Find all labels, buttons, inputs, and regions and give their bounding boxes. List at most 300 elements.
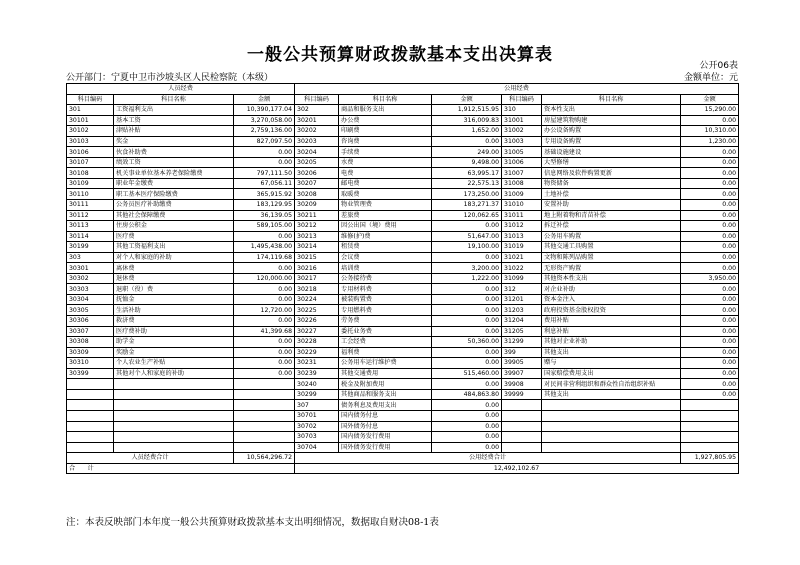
cell-code-3: 31019 [502, 242, 542, 253]
cell-code-1: 303 [67, 252, 114, 263]
cell-amount-1: 0.00 [234, 231, 295, 242]
public-subtotal-label: 公用经费合计 [295, 453, 681, 464]
cell-name-3: 基础设施建设 [542, 147, 681, 158]
cell-amount-1: 0.00 [234, 284, 295, 295]
cell-amount-3: 0.00 [681, 263, 739, 274]
cell-name-2: 国外债务付息 [339, 421, 432, 432]
cell-amount-3: 0.00 [681, 189, 739, 200]
cell-code-2: 302 [295, 105, 339, 116]
cell-amount-1 [234, 421, 295, 432]
table-row [67, 231, 739, 242]
cell-code-2: 30704 [295, 442, 339, 453]
cell-code-2: 30201 [295, 115, 339, 126]
cell-amount-1: 183,129.95 [234, 200, 295, 211]
cell-code-1 [67, 442, 114, 453]
col-amount-2: 金额 [432, 94, 502, 105]
table-row [67, 358, 739, 369]
cell-name-1: 住房公积金 [114, 221, 234, 232]
col-code-3: 科目编码 [502, 94, 542, 105]
cell-amount-2: 0.00 [432, 136, 502, 147]
cell-name-3: 其他资本性支出 [542, 273, 681, 284]
cell-code-3: 312 [502, 284, 542, 295]
cell-name-2: 因公出国（境）费用 [339, 221, 432, 232]
cell-amount-3: 1,230.00 [681, 136, 739, 147]
cell-code-2: 30218 [295, 284, 339, 295]
cell-amount-2: 63,995.17 [432, 168, 502, 179]
table-row [67, 221, 739, 232]
col-name-3: 科目名称 [542, 94, 681, 105]
cell-code-1: 30108 [67, 168, 114, 179]
cell-code-2: 30701 [295, 410, 339, 421]
cell-amount-3: 0.00 [681, 326, 739, 337]
table-row [67, 294, 739, 305]
cell-amount-1: 174,119.68 [234, 252, 295, 263]
total-value: 12,492,102.67 [295, 463, 739, 474]
cell-code-1: 30306 [67, 316, 114, 327]
cell-code-3: 39908 [502, 379, 542, 390]
cell-code-1: 30310 [67, 358, 114, 369]
cell-amount-1: 0.00 [234, 147, 295, 158]
table-row [67, 389, 739, 400]
cell-amount-3: 0.00 [681, 210, 739, 221]
cell-code-2: 30229 [295, 347, 339, 358]
cell-code-1: 30110 [67, 189, 114, 200]
cell-name-2: 维修(护)费 [339, 231, 432, 242]
personnel-subtotal-label: 人员经费合计 [67, 453, 234, 464]
cell-amount-3 [681, 410, 739, 421]
cell-code-3: 31013 [502, 231, 542, 242]
cell-name-2: 办公费 [339, 115, 432, 126]
cell-name-1: 基本工资 [114, 115, 234, 126]
cell-code-2: 30215 [295, 252, 339, 263]
cell-name-1: 医疗费 [114, 231, 234, 242]
cell-code-3: 31006 [502, 157, 542, 168]
cell-code-2: 30217 [295, 273, 339, 284]
cell-name-1: 其他对个人和家庭的补助 [114, 368, 234, 379]
cell-code-3: 31002 [502, 126, 542, 137]
cell-amount-3: 0.00 [681, 379, 739, 390]
total-row [67, 463, 739, 474]
cell-amount-2: 120,062.65 [432, 210, 502, 221]
cell-name-3: 办公设备购置 [542, 126, 681, 137]
table-row [67, 147, 739, 158]
cell-code-1: 301 [67, 105, 114, 116]
cell-amount-3: 3,950.00 [681, 273, 739, 284]
cell-amount-1 [234, 400, 295, 411]
cell-name-3: 资本性支出 [542, 105, 681, 116]
cell-name-1: 助学金 [114, 337, 234, 348]
cell-name-3: 利息补贴 [542, 326, 681, 337]
page-title: 一般公共预算财政拨款基本支出决算表 [247, 45, 553, 65]
cell-amount-2: 316,009.83 [432, 115, 502, 126]
table-row [67, 410, 739, 421]
cell-amount-2: 0.00 [432, 294, 502, 305]
cell-name-3: 其他交通工具购置 [542, 242, 681, 253]
cell-amount-1: 36,139.05 [234, 210, 295, 221]
cell-code-1: 30309 [67, 347, 114, 358]
cell-code-1: 30399 [67, 368, 114, 379]
cell-code-2: 30207 [295, 178, 339, 189]
cell-code-3: 31203 [502, 305, 542, 316]
cell-amount-2: 3,200.00 [432, 263, 502, 274]
cell-name-3 [542, 421, 681, 432]
footnote: 注：本表反映部门本年度一般公共预算财政拨款基本支出明细情况，数据取自财决08-1表 [66, 517, 439, 528]
cell-code-3: 31012 [502, 221, 542, 232]
cell-name-1: 离休费 [114, 263, 234, 274]
cell-name-2: 国外债务发行费用 [339, 442, 432, 453]
table-row [67, 263, 739, 274]
cell-name-3: 土地补偿 [542, 189, 681, 200]
cell-code-3: 31022 [502, 263, 542, 274]
cell-amount-1 [234, 389, 295, 400]
cell-code-2: 30211 [295, 210, 339, 221]
cell-amount-3: 15,290.00 [681, 105, 739, 116]
table-row [67, 368, 739, 379]
cell-code-2: 30208 [295, 189, 339, 200]
cell-name-1 [114, 379, 234, 390]
cell-name-3: 公务用车购置 [542, 231, 681, 242]
cell-name-3: 对企业补助 [542, 284, 681, 295]
cell-amount-1: 67,056.11 [234, 178, 295, 189]
cell-amount-1: 2,759,136.00 [234, 126, 295, 137]
cell-code-1: 30102 [67, 126, 114, 137]
cell-name-1 [114, 400, 234, 411]
cell-code-3 [502, 432, 542, 443]
cell-name-1: 机关事业单位基本养老保险缴费 [114, 168, 234, 179]
cell-name-3: 赠与 [542, 358, 681, 369]
cell-code-2: 30206 [295, 168, 339, 179]
cell-name-3 [542, 432, 681, 443]
cell-amount-2: 0.00 [432, 221, 502, 232]
cell-amount-1: 12,720.00 [234, 305, 295, 316]
cell-name-3: 大型修缮 [542, 157, 681, 168]
table-row [67, 316, 739, 327]
cell-amount-2: 0.00 [432, 284, 502, 295]
cell-code-3: 31201 [502, 294, 542, 305]
cell-amount-3 [681, 442, 739, 453]
cell-name-1: 对个人和家庭的补助 [114, 252, 234, 263]
cell-code-2: 30225 [295, 305, 339, 316]
cell-amount-2: 0.00 [432, 421, 502, 432]
cell-code-3: 31099 [502, 273, 542, 284]
cell-code-2: 30214 [295, 242, 339, 253]
table-row [67, 105, 739, 116]
cell-code-3: 39907 [502, 368, 542, 379]
cell-name-2: 其他交通费用 [339, 368, 432, 379]
cell-name-2: 取暖费 [339, 189, 432, 200]
cell-amount-1: 0.00 [234, 347, 295, 358]
cell-amount-1: 589,105.00 [234, 221, 295, 232]
cell-amount-1: 10,390,177.04 [234, 105, 295, 116]
cell-name-2: 培训费 [339, 263, 432, 274]
cell-code-1: 30199 [67, 242, 114, 253]
cell-code-2: 30702 [295, 421, 339, 432]
table-row [67, 210, 739, 221]
cell-amount-2: 1,912,515.95 [432, 105, 502, 116]
table-row [67, 242, 739, 253]
cell-code-3: 31204 [502, 316, 542, 327]
cell-code-3 [502, 400, 542, 411]
cell-amount-2: 19,100.00 [432, 242, 502, 253]
cell-amount-1: 797,111.50 [234, 168, 295, 179]
cell-code-1: 30103 [67, 136, 114, 147]
cell-name-2: 物业管理费 [339, 200, 432, 211]
cell-code-3: 31009 [502, 189, 542, 200]
cell-name-1: 职工基本医疗保险缴费 [114, 189, 234, 200]
cell-amount-3: 0.00 [681, 284, 739, 295]
cell-name-1: 职业年金缴费 [114, 178, 234, 189]
cell-code-2: 30202 [295, 126, 339, 137]
cell-amount-2: 484,863.80 [432, 389, 502, 400]
cell-code-1 [67, 389, 114, 400]
cell-name-2: 专用材料费 [339, 284, 432, 295]
table-row [67, 178, 739, 189]
table-row [67, 347, 739, 358]
cell-amount-3: 0.00 [681, 252, 739, 263]
cell-amount-2: 0.00 [432, 400, 502, 411]
cell-name-3: 其他支出 [542, 389, 681, 400]
cell-name-1 [114, 432, 234, 443]
cell-name-2: 税金及附加费用 [339, 379, 432, 390]
cell-amount-3 [681, 400, 739, 411]
cell-code-2: 30228 [295, 337, 339, 348]
cell-amount-2: 0.00 [432, 347, 502, 358]
cell-amount-3: 0.00 [681, 221, 739, 232]
cell-code-2: 30216 [295, 263, 339, 274]
cell-code-3 [502, 410, 542, 421]
cell-code-2: 30299 [295, 389, 339, 400]
cell-name-3: 政府投资基金股权投资 [542, 305, 681, 316]
col-code-1: 科目编码 [67, 94, 114, 105]
cell-amount-2: 0.00 [432, 358, 502, 369]
table-row [67, 252, 739, 263]
cell-amount-2: 0.00 [432, 379, 502, 390]
cell-code-1: 30109 [67, 178, 114, 189]
cell-name-1: 救济费 [114, 316, 234, 327]
cell-code-1: 30101 [67, 115, 114, 126]
cell-amount-1: 0.00 [234, 157, 295, 168]
col-name-1: 科目名称 [114, 94, 234, 105]
cell-code-2: 30240 [295, 379, 339, 390]
cell-name-2: 工会经费 [339, 337, 432, 348]
table-row [67, 432, 739, 443]
cell-amount-1 [234, 410, 295, 421]
table-row [67, 442, 739, 453]
cell-name-2: 公务用车运行维护费 [339, 358, 432, 369]
cell-code-3: 31007 [502, 168, 542, 179]
col-amount-3: 金额 [681, 94, 739, 105]
cell-code-3 [502, 442, 542, 453]
cell-code-2: 307 [295, 400, 339, 411]
cell-amount-1: 0.00 [234, 263, 295, 274]
cell-name-3: 物资储备 [542, 178, 681, 189]
cell-amount-1: 365,915.92 [234, 189, 295, 200]
cell-amount-2: 1,652.00 [432, 126, 502, 137]
cell-code-1: 30111 [67, 200, 114, 211]
cell-amount-3: 0.00 [681, 157, 739, 168]
cell-code-1 [67, 432, 114, 443]
col-amount-1: 金额 [234, 94, 295, 105]
cell-name-2: 劳务费 [339, 316, 432, 327]
cell-name-3: 专用设备购置 [542, 136, 681, 147]
cell-name-3: 资本金注入 [542, 294, 681, 305]
cell-amount-2: 515,460.00 [432, 368, 502, 379]
cell-code-2: 30231 [295, 358, 339, 369]
cell-amount-3: 10,310.00 [681, 126, 739, 137]
cell-code-2: 30226 [295, 316, 339, 327]
table-row [67, 189, 739, 200]
cell-name-3: 对民间非营利组织和群众性自治组织补贴 [542, 379, 681, 390]
col-name-2: 科目名称 [339, 94, 432, 105]
cell-amount-3: 0.00 [681, 242, 739, 253]
cell-amount-3: 0.00 [681, 200, 739, 211]
cell-name-3 [542, 410, 681, 421]
table-row [67, 421, 739, 432]
cell-code-2: 30212 [295, 221, 339, 232]
table-row [67, 305, 739, 316]
column-header-row [67, 94, 739, 105]
cell-name-1: 其他工资福利支出 [114, 242, 234, 253]
cell-name-3: 无形资产购置 [542, 263, 681, 274]
cell-amount-3: 0.00 [681, 337, 739, 348]
cell-amount-3: 0.00 [681, 368, 739, 379]
cell-amount-2: 173,250.00 [432, 189, 502, 200]
table-row [67, 115, 739, 126]
cell-amount-1: 1,495,438.00 [234, 242, 295, 253]
cell-code-1: 30304 [67, 294, 114, 305]
table-row [67, 337, 739, 348]
cell-amount-1: 0.00 [234, 358, 295, 369]
expenditure-table [66, 83, 739, 474]
cell-amount-2: 0.00 [432, 410, 502, 421]
cell-amount-1: 0.00 [234, 294, 295, 305]
form-code: 公开06表 [699, 61, 738, 71]
cell-code-1: 30107 [67, 157, 114, 168]
cell-amount-2: 0.00 [432, 432, 502, 443]
total-label: 合 计 [67, 463, 295, 474]
cell-code-1: 30307 [67, 326, 114, 337]
cell-amount-1: 41,399.68 [234, 326, 295, 337]
cell-code-1 [67, 379, 114, 390]
cell-name-3: 费用补贴 [542, 316, 681, 327]
cell-amount-1: 0.00 [234, 337, 295, 348]
cell-code-3: 399 [502, 347, 542, 358]
cell-code-3: 31008 [502, 178, 542, 189]
cell-amount-3: 0.00 [681, 316, 739, 327]
cell-code-1: 30303 [67, 284, 114, 295]
cell-amount-2: 1,222.00 [432, 273, 502, 284]
table-row [67, 273, 739, 284]
department-label: 公开部门：宁夏中卫市沙坡头区人民检察院（本级） [66, 73, 274, 83]
cell-amount-2: 0.00 [432, 305, 502, 316]
cell-name-2: 债务利息及费用支出 [339, 400, 432, 411]
subtotal-row [67, 453, 739, 464]
cell-name-2: 租赁费 [339, 242, 432, 253]
cell-code-1 [67, 421, 114, 432]
table-row [67, 168, 739, 179]
cell-name-3: 房屋建筑物购建 [542, 115, 681, 126]
cell-name-3: 安置补助 [542, 200, 681, 211]
cell-amount-3 [681, 421, 739, 432]
cell-code-1: 30305 [67, 305, 114, 316]
cell-code-3: 31001 [502, 115, 542, 126]
cell-name-3: 信息网络及软件购置更新 [542, 168, 681, 179]
cell-code-1 [67, 410, 114, 421]
cell-name-1: 生活补助 [114, 305, 234, 316]
cell-name-3: 地上附着物和青苗补偿 [542, 210, 681, 221]
cell-amount-2: 0.00 [432, 252, 502, 263]
cell-name-2: 邮电费 [339, 178, 432, 189]
cell-name-1 [114, 421, 234, 432]
cell-amount-2: 0.00 [432, 442, 502, 453]
cell-amount-3: 0.00 [681, 347, 739, 358]
public-group-header: 公用经费 [295, 84, 739, 95]
cell-name-2: 国内债务发行费用 [339, 432, 432, 443]
cell-name-1: 奖励金 [114, 347, 234, 358]
cell-amount-1: 0.00 [234, 316, 295, 327]
cell-amount-2: 22,575.13 [432, 178, 502, 189]
cell-amount-3: 0.00 [681, 178, 739, 189]
cell-code-3: 31205 [502, 326, 542, 337]
cell-code-2: 30703 [295, 432, 339, 443]
cell-name-2: 印刷费 [339, 126, 432, 137]
personnel-group-header: 人员经费 [67, 84, 295, 95]
cell-amount-3: 0.00 [681, 294, 739, 305]
cell-code-3: 39999 [502, 389, 542, 400]
cell-amount-2: 51,647.00 [432, 231, 502, 242]
cell-code-2: 30239 [295, 368, 339, 379]
cell-name-1: 工资福利支出 [114, 105, 234, 116]
cell-name-1: 公务员医疗补助缴费 [114, 200, 234, 211]
cell-name-3: 国家赔偿费用支出 [542, 368, 681, 379]
cell-code-2: 30209 [295, 200, 339, 211]
cell-code-3: 31021 [502, 252, 542, 263]
cell-amount-2: 50,360.00 [432, 337, 502, 348]
cell-code-3: 31010 [502, 200, 542, 211]
cell-code-3: 31005 [502, 147, 542, 158]
table-row [67, 284, 739, 295]
cell-amount-1: 3,270,058.00 [234, 115, 295, 126]
unit-label: 金额单位：元 [683, 73, 738, 83]
table-row [67, 126, 739, 137]
cell-amount-2: 0.00 [432, 326, 502, 337]
cell-code-1: 30112 [67, 210, 114, 221]
cell-code-1: 30113 [67, 221, 114, 232]
cell-name-1: 津贴补贴 [114, 126, 234, 137]
cell-code-3: 39905 [502, 358, 542, 369]
cell-amount-1 [234, 432, 295, 443]
cell-code-2: 30203 [295, 136, 339, 147]
cell-name-2: 其他商品和服务支出 [339, 389, 432, 400]
cell-name-2: 专用燃料费 [339, 305, 432, 316]
cell-code-1: 30301 [67, 263, 114, 274]
cell-amount-2: 9,498.00 [432, 157, 502, 168]
cell-code-3: 31003 [502, 136, 542, 147]
public-subtotal-value: 1,927,805.95 [681, 453, 739, 464]
cell-name-2: 商品和服务支出 [339, 105, 432, 116]
cell-amount-3: 0.00 [681, 389, 739, 400]
table-row [67, 379, 739, 390]
cell-amount-2: 0.00 [432, 316, 502, 327]
cell-amount-1: 120,000.00 [234, 273, 295, 284]
cell-name-1: 医疗费补助 [114, 326, 234, 337]
cell-code-1: 30308 [67, 337, 114, 348]
cell-code-1: 30106 [67, 147, 114, 158]
cell-amount-3: 0.00 [681, 147, 739, 158]
cell-amount-3 [681, 432, 739, 443]
cell-name-1: 伙食补助费 [114, 147, 234, 158]
cell-name-2: 委托业务费 [339, 326, 432, 337]
